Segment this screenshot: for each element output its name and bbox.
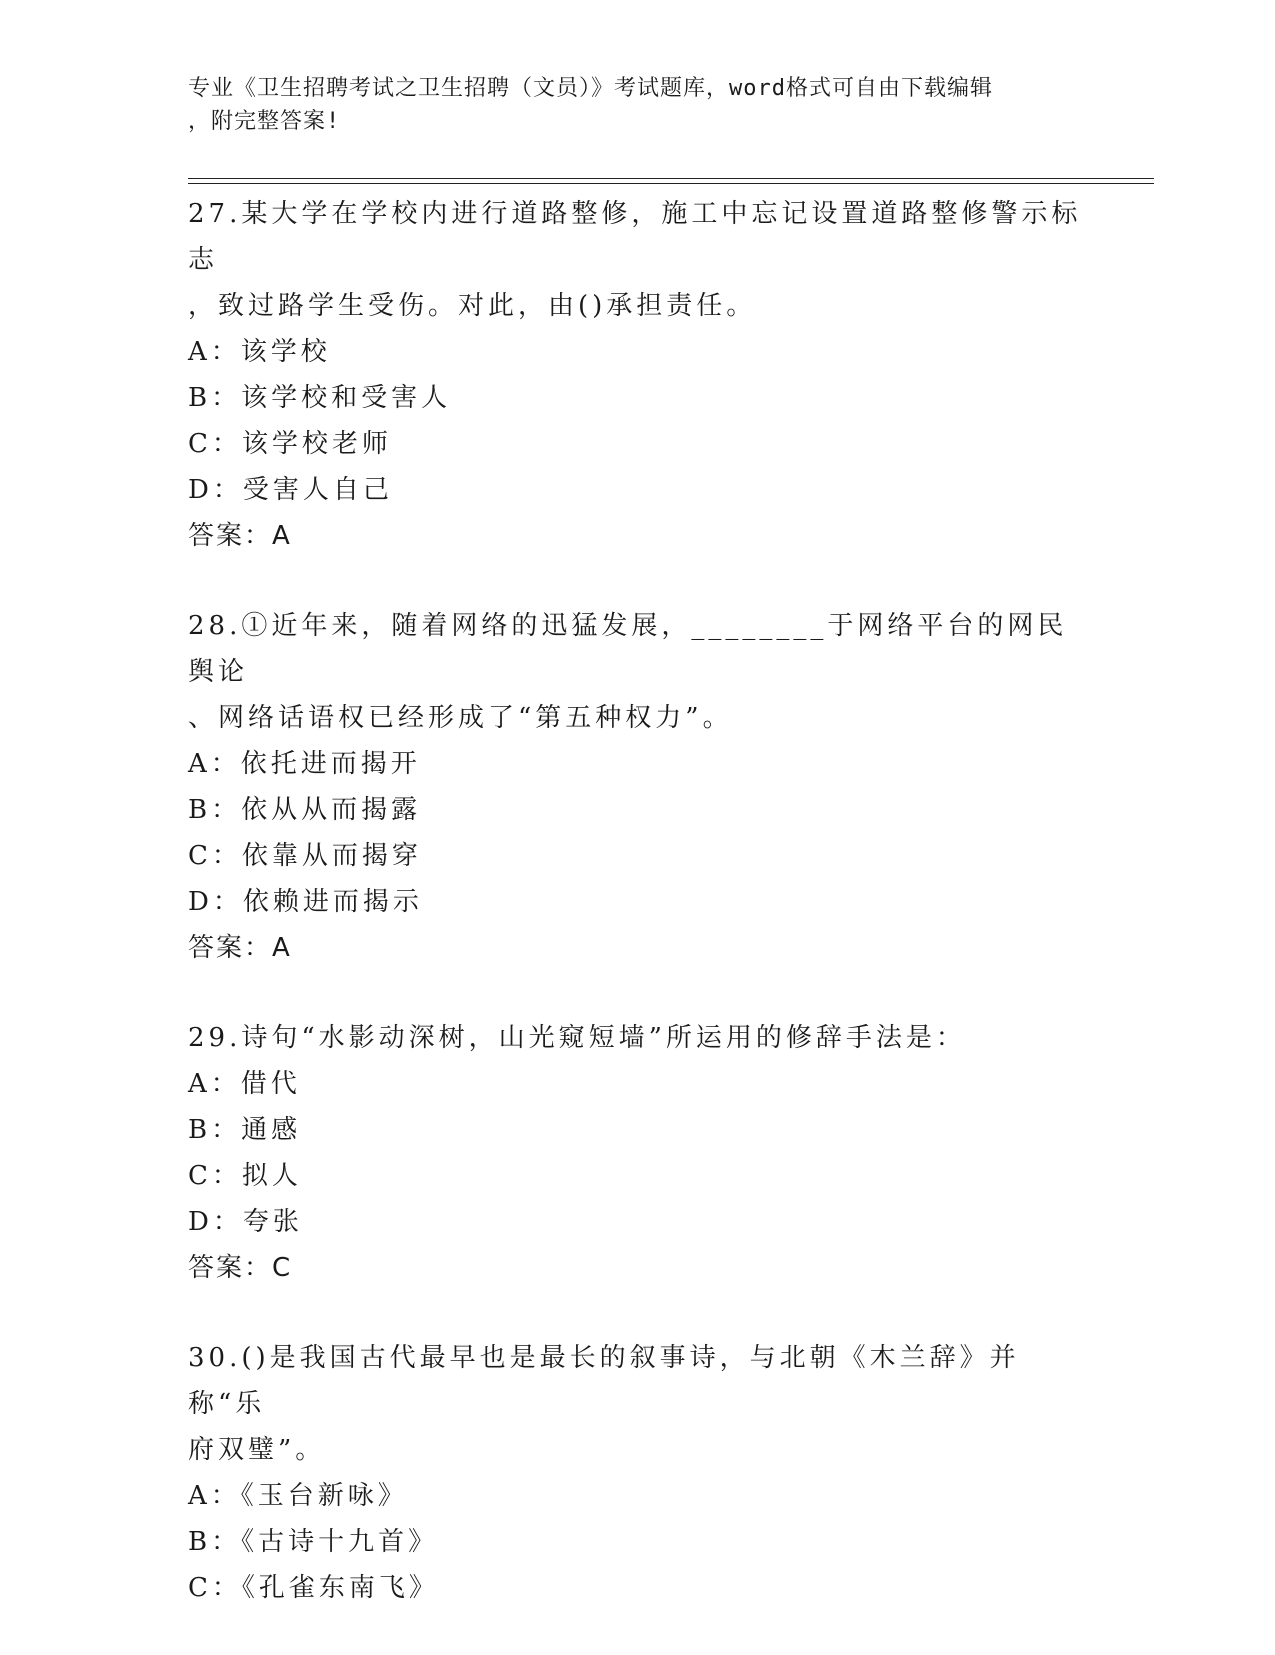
answer-line: 答案：C bbox=[188, 1253, 293, 1283]
question-29 bbox=[188, 1015, 1088, 1291]
answer-line: 答案：A bbox=[188, 521, 292, 551]
question-stem bbox=[188, 191, 1088, 329]
option-d: D：依赖进而揭示 bbox=[188, 887, 423, 917]
stem-line: 府双璧”。 bbox=[188, 1435, 326, 1465]
option-c: C：拟人 bbox=[188, 1161, 302, 1191]
option-d: D：受害人自己 bbox=[188, 475, 393, 505]
option-c: C：《孔雀东南飞》 bbox=[188, 1573, 439, 1603]
stem-line: 30.()是我国古代最早也是最长的叙事诗，与北朝《木兰辞》并称“乐 bbox=[188, 1343, 1020, 1419]
header-divider-top bbox=[188, 178, 1154, 179]
question-stem bbox=[188, 1015, 1088, 1061]
stem-line: ，致过路学生受伤。对此，由()承担责任。 bbox=[188, 291, 757, 321]
question-27 bbox=[188, 191, 1088, 559]
answer-line: 答案：A bbox=[188, 933, 292, 963]
option-b: B：通感 bbox=[188, 1115, 302, 1145]
stem-line: 28.①近年来，随着网络的迅猛发展，________于网络平台的网民舆论 bbox=[188, 611, 1068, 687]
document-header bbox=[188, 72, 1068, 138]
option-b: B：《古诗十九首》 bbox=[188, 1527, 439, 1557]
option-c: C：该学校老师 bbox=[188, 429, 392, 459]
option-a: A：该学校 bbox=[188, 337, 331, 367]
option-d: D：夸张 bbox=[188, 1207, 303, 1237]
header-divider-bottom bbox=[188, 183, 1154, 184]
question-list bbox=[188, 188, 1088, 1655]
stem-line: 、网络话语权已经形成了“第五种权力”。 bbox=[188, 703, 733, 733]
question-stem bbox=[188, 603, 1088, 741]
stem-line: 29.诗句“水影动深树，山光窥短墙”所运用的修辞手法是： bbox=[188, 1023, 966, 1053]
option-b: B：该学校和受害人 bbox=[188, 383, 452, 413]
question-30 bbox=[188, 1335, 1088, 1611]
option-c: C：依靠从而揭穿 bbox=[188, 841, 422, 871]
stem-line: 27.某大学在学校内进行道路整修，施工中忘记设置道路整修警示标志 bbox=[188, 199, 1082, 275]
option-b: B：依从从而揭露 bbox=[188, 795, 422, 825]
question-stem bbox=[188, 1335, 1088, 1473]
question-28 bbox=[188, 603, 1088, 971]
option-a: A：《玉台新咏》 bbox=[188, 1481, 408, 1511]
option-a: A：借代 bbox=[188, 1069, 301, 1099]
header-line-2: ，附完整答案! bbox=[188, 109, 341, 134]
option-a: A：依托进而揭开 bbox=[188, 749, 421, 779]
header-line-1: 专业《卫生招聘考试之卫生招聘（文员）》考试题库，word格式可自由下载编辑 bbox=[188, 76, 993, 101]
